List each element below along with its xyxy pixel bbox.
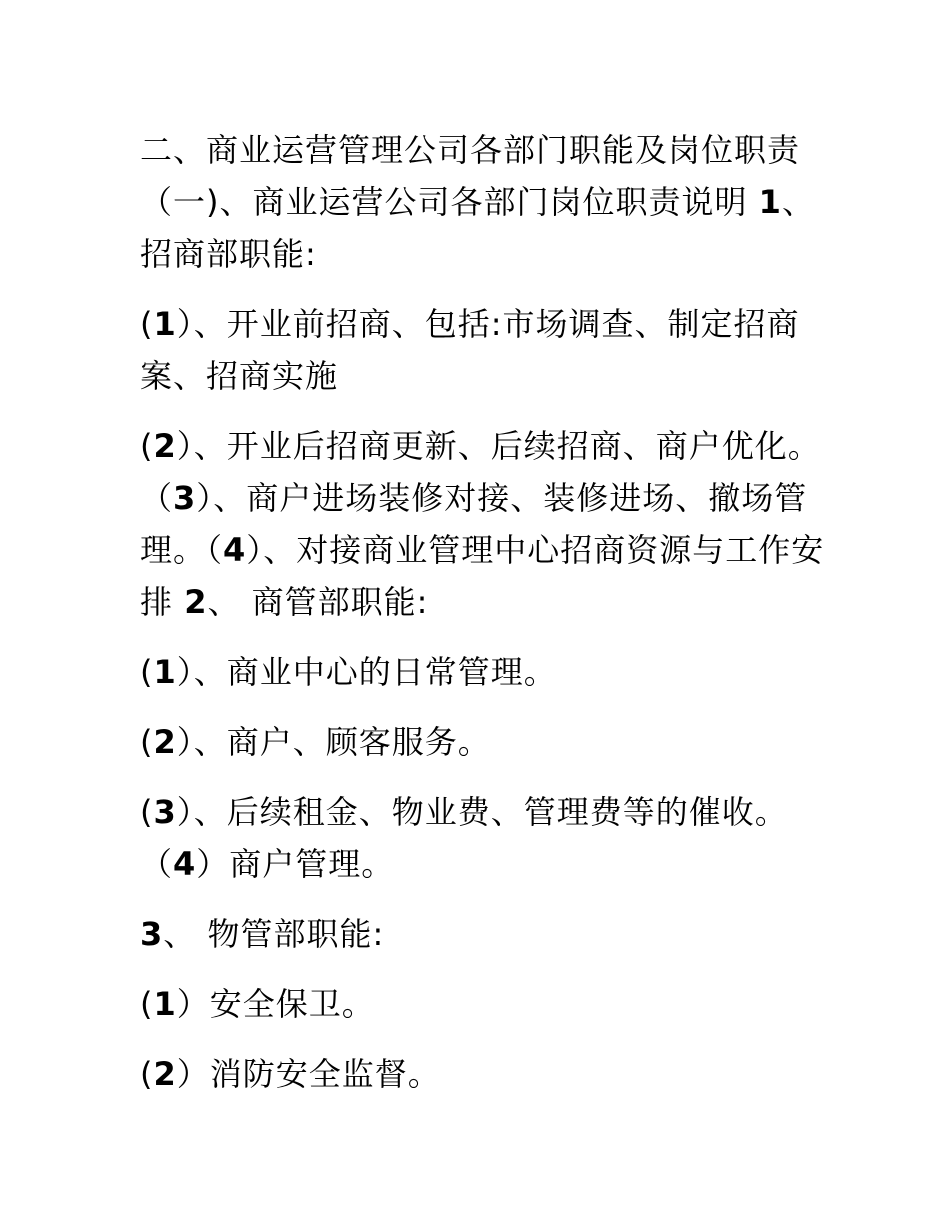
paragraph-item [140,786,830,890]
text-segment-bold: 3 [140,915,164,953]
document-body [140,124,830,1100]
text-segment: ）、商业中心的日常管理。 [176,653,557,691]
paragraph-section-heading [140,908,830,960]
text-segment: ( [140,427,154,465]
text-segment-bold: 4 [223,531,247,569]
text-segment: ( [140,793,154,831]
text-segment: ）、开业后招商更新、后续招商、商户优化。（ [140,427,821,517]
paragraph-item [140,420,830,628]
paragraph-item [140,298,830,402]
text-segment-bold: 2 [153,427,177,465]
text-segment-bold: 1 [153,305,177,343]
text-segment: 二、商业运营管理公司各部门职能及岗位职责（一)、商业运营公司各部门岗位职责说明 [140,131,801,221]
text-segment-bold: 3 [173,479,197,517]
paragraph-item [140,978,830,1030]
text-segment: ）、开业前招商、包括:市场调查、制定招商案、招商实施 [140,305,800,395]
paragraph-item [140,646,830,698]
text-segment: ）、对接商业管理中心招商资源与工作安排 [140,531,825,621]
text-segment: 、 商管部职能: [207,583,429,621]
paragraph-item [140,1048,830,1100]
text-segment: ）、后续租金、物业费、管理费等的催收。（ [140,793,788,883]
text-segment: ）消防安全监督。 [176,1055,441,1093]
text-segment-bold: 1 [153,985,177,1023]
text-segment: 、 物管部职能: [163,915,385,953]
text-segment: ）商户管理。 [196,845,395,883]
text-segment: ( [140,985,154,1023]
text-segment-bold: 2 [184,583,208,621]
text-segment: ( [140,653,154,691]
text-segment: 、 招商部职能: [140,183,815,273]
paragraph-item [140,716,830,768]
text-segment-bold: 1 [758,183,782,221]
text-segment: ）、商户进场装修对接、装修进场、撤场管理。（ [140,479,808,569]
text-segment: ）、商户、顾客服务。 [176,723,491,761]
text-segment: ）安全保卫。 [176,985,375,1023]
text-segment-bold: 2 [153,1055,177,1093]
text-segment-bold: 3 [153,793,177,831]
text-segment: ( [140,1055,154,1093]
text-segment-bold: 2 [153,723,177,761]
paragraph-section-heading [140,124,830,280]
text-segment: ( [140,723,154,761]
text-segment-bold: 4 [173,845,197,883]
text-segment: ( [140,305,154,343]
text-segment-bold: 1 [153,653,177,691]
